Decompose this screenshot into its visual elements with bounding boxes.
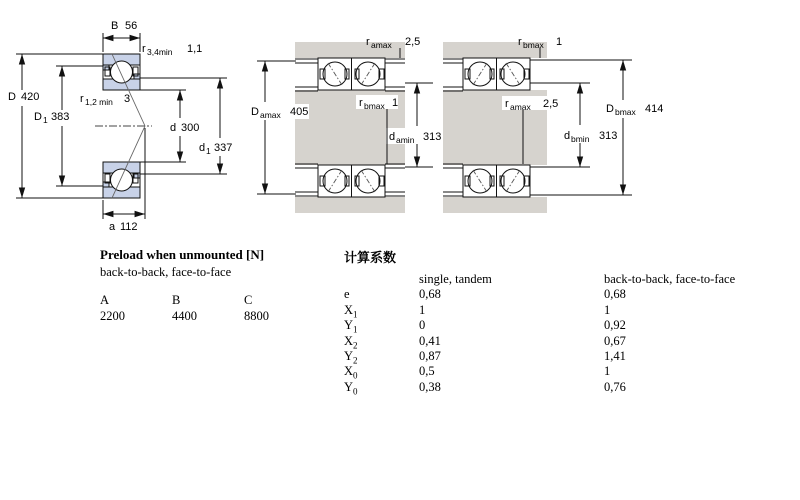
dim-base: d <box>170 122 177 134</box>
dim-label-r12min <box>80 93 130 107</box>
preload-value-row <box>100 309 316 325</box>
factor-row <box>344 349 799 364</box>
calculation-factors-title: 计算系数 <box>344 250 397 265</box>
factors-col1-header: single, tandem <box>419 272 492 286</box>
dim-sub: 1 <box>206 146 211 156</box>
dim-sub: bmax <box>615 107 636 117</box>
factor-row <box>344 380 799 395</box>
factor-value-single: 0,5 <box>419 364 435 379</box>
factor-label <box>344 364 419 379</box>
dim-value: 313 <box>423 131 442 143</box>
factors-header-row <box>344 272 799 287</box>
factor-value-paired: 0,68 <box>604 287 626 302</box>
factor-row <box>344 334 799 349</box>
dim-sub: amax <box>371 40 392 50</box>
dim-base: r <box>518 36 522 48</box>
dim-value: 383 <box>51 111 70 123</box>
dim-base: r <box>359 97 363 109</box>
calculation-factors-section <box>344 247 799 395</box>
factor-symbol: Y <box>344 349 354 364</box>
arrangement-a-drawing <box>249 36 444 213</box>
dim-base: d <box>389 131 396 143</box>
factor-label <box>344 334 419 349</box>
dim-base: D <box>251 106 259 118</box>
dim-base: d <box>564 130 571 142</box>
dim-value: 2,5 <box>405 36 421 48</box>
dim-value: 300 <box>181 122 200 134</box>
housing <box>295 197 405 213</box>
factor-value-single: 0,68 <box>419 287 441 302</box>
dim-base: d <box>199 142 206 154</box>
factor-subscript: 0 <box>353 386 358 397</box>
factor-subscript: 1 <box>353 309 358 320</box>
dim-base: r <box>80 93 84 105</box>
preload-col-header: A <box>100 293 110 307</box>
factor-value-single: 1 <box>419 302 426 317</box>
bearing-pair-top <box>318 58 385 90</box>
housing <box>443 197 547 213</box>
dim-sub: 3,4min <box>147 47 173 57</box>
factor-subscript: 0 <box>353 370 358 381</box>
preload-value: 8800 <box>244 309 269 323</box>
dim-value: 56 <box>125 20 138 32</box>
dim-sub: amax <box>260 110 281 120</box>
factor-symbol: X <box>344 364 354 379</box>
dim-base: r <box>505 98 509 110</box>
dim-base: D <box>606 103 614 115</box>
dim-value: 420 <box>21 91 40 103</box>
bearing-pair-top <box>463 58 530 90</box>
factor-value-paired: 1 <box>604 302 611 317</box>
factor-label <box>344 380 419 395</box>
ball <box>111 169 133 191</box>
dim-label-D <box>8 91 39 103</box>
dim-value: 414 <box>645 103 664 115</box>
factor-row <box>344 318 799 333</box>
dim-value: 1 <box>556 36 563 48</box>
dim-value: 337 <box>214 142 233 154</box>
factor-value-paired: 0,76 <box>604 379 626 394</box>
dim-sub: 1 <box>43 115 48 125</box>
bearing-pair-bottom <box>318 165 385 197</box>
technical-drawings <box>0 0 680 245</box>
dim-label-r34min <box>142 43 202 57</box>
preload-table <box>100 293 316 325</box>
factor-subscript: 1 <box>353 324 358 335</box>
preload-title: Preload when unmounted [N] <box>100 247 265 262</box>
factor-symbol: X <box>344 333 354 348</box>
dim-label-d1 <box>199 142 232 156</box>
single-bearing-drawing <box>8 20 238 233</box>
preload-col-header: C <box>244 293 253 307</box>
factor-value-paired: 0,67 <box>604 333 626 348</box>
factor-symbol: Y <box>344 318 354 333</box>
preload-value: 4400 <box>172 309 197 323</box>
preload-header-row <box>100 293 316 309</box>
factor-label <box>344 287 419 302</box>
ball <box>111 61 133 83</box>
dim-sub: amin <box>396 135 415 145</box>
factor-value-paired: 1,41 <box>604 349 626 364</box>
factors-header-spacer <box>344 272 419 287</box>
dim-label-d <box>170 122 199 134</box>
factor-value-paired: 1 <box>604 364 611 379</box>
factor-row <box>344 303 799 318</box>
dim-label-Dbmax <box>606 103 663 117</box>
dim-value: 313 <box>599 130 618 142</box>
bearing-section-bottom <box>103 162 140 198</box>
dim-sub: amax <box>510 102 531 112</box>
dim-label-dbmin <box>564 130 617 144</box>
factor-subscript: 2 <box>353 355 358 366</box>
bearing-section-top <box>103 54 140 90</box>
dim-value: 3 <box>124 93 131 105</box>
factor-label <box>344 318 419 333</box>
factor-value-single: 0 <box>419 318 426 333</box>
dim-base: r <box>366 36 370 48</box>
factor-subscript: 2 <box>353 340 358 351</box>
factor-row <box>344 287 799 302</box>
calculation-factors-table <box>344 272 799 395</box>
preload-section <box>100 247 316 325</box>
dim-label-a <box>109 221 138 233</box>
preload-subtitle: back-to-back, face-to-face <box>100 265 232 279</box>
dim-value: 1 <box>392 97 399 109</box>
dim-sub: bmin <box>571 134 590 144</box>
preload-value: 2200 <box>100 309 125 323</box>
dim-base: D <box>34 111 42 123</box>
factor-symbol: X <box>344 302 354 317</box>
dim-sub: 1,2 min <box>85 97 113 107</box>
factor-label <box>344 349 419 364</box>
factor-value-single: 0,87 <box>419 349 441 364</box>
dim-sub: bmax <box>523 40 544 50</box>
factor-value-single: 0,38 <box>419 379 441 394</box>
dim-label-D1 <box>34 111 69 125</box>
dim-base: r <box>142 43 146 55</box>
factor-symbol: Y <box>344 379 354 394</box>
dim-value: 2,5 <box>543 98 559 110</box>
factor-row <box>344 364 799 379</box>
arrangement-b-drawing <box>443 36 663 213</box>
factor-label <box>344 303 419 318</box>
dim-value: 1,1 <box>187 43 203 55</box>
dim-value: 112 <box>120 221 138 233</box>
dim-label-rbmax <box>518 36 562 50</box>
dim-base: a <box>109 221 116 233</box>
dim-label-B <box>111 20 137 32</box>
dim-sub: bmax <box>364 101 385 111</box>
dim-value: 405 <box>290 106 309 118</box>
factor-symbol: e <box>344 287 350 302</box>
factor-value-single: 0,41 <box>419 333 441 348</box>
dim-base: D <box>8 91 16 103</box>
dim-base: B <box>111 20 119 32</box>
preload-col-header: B <box>172 293 181 307</box>
bearing-pair-bottom <box>463 165 530 197</box>
factor-value-paired: 0,92 <box>604 318 626 333</box>
factors-col2-header: back-to-back, face-to-face <box>604 272 736 286</box>
